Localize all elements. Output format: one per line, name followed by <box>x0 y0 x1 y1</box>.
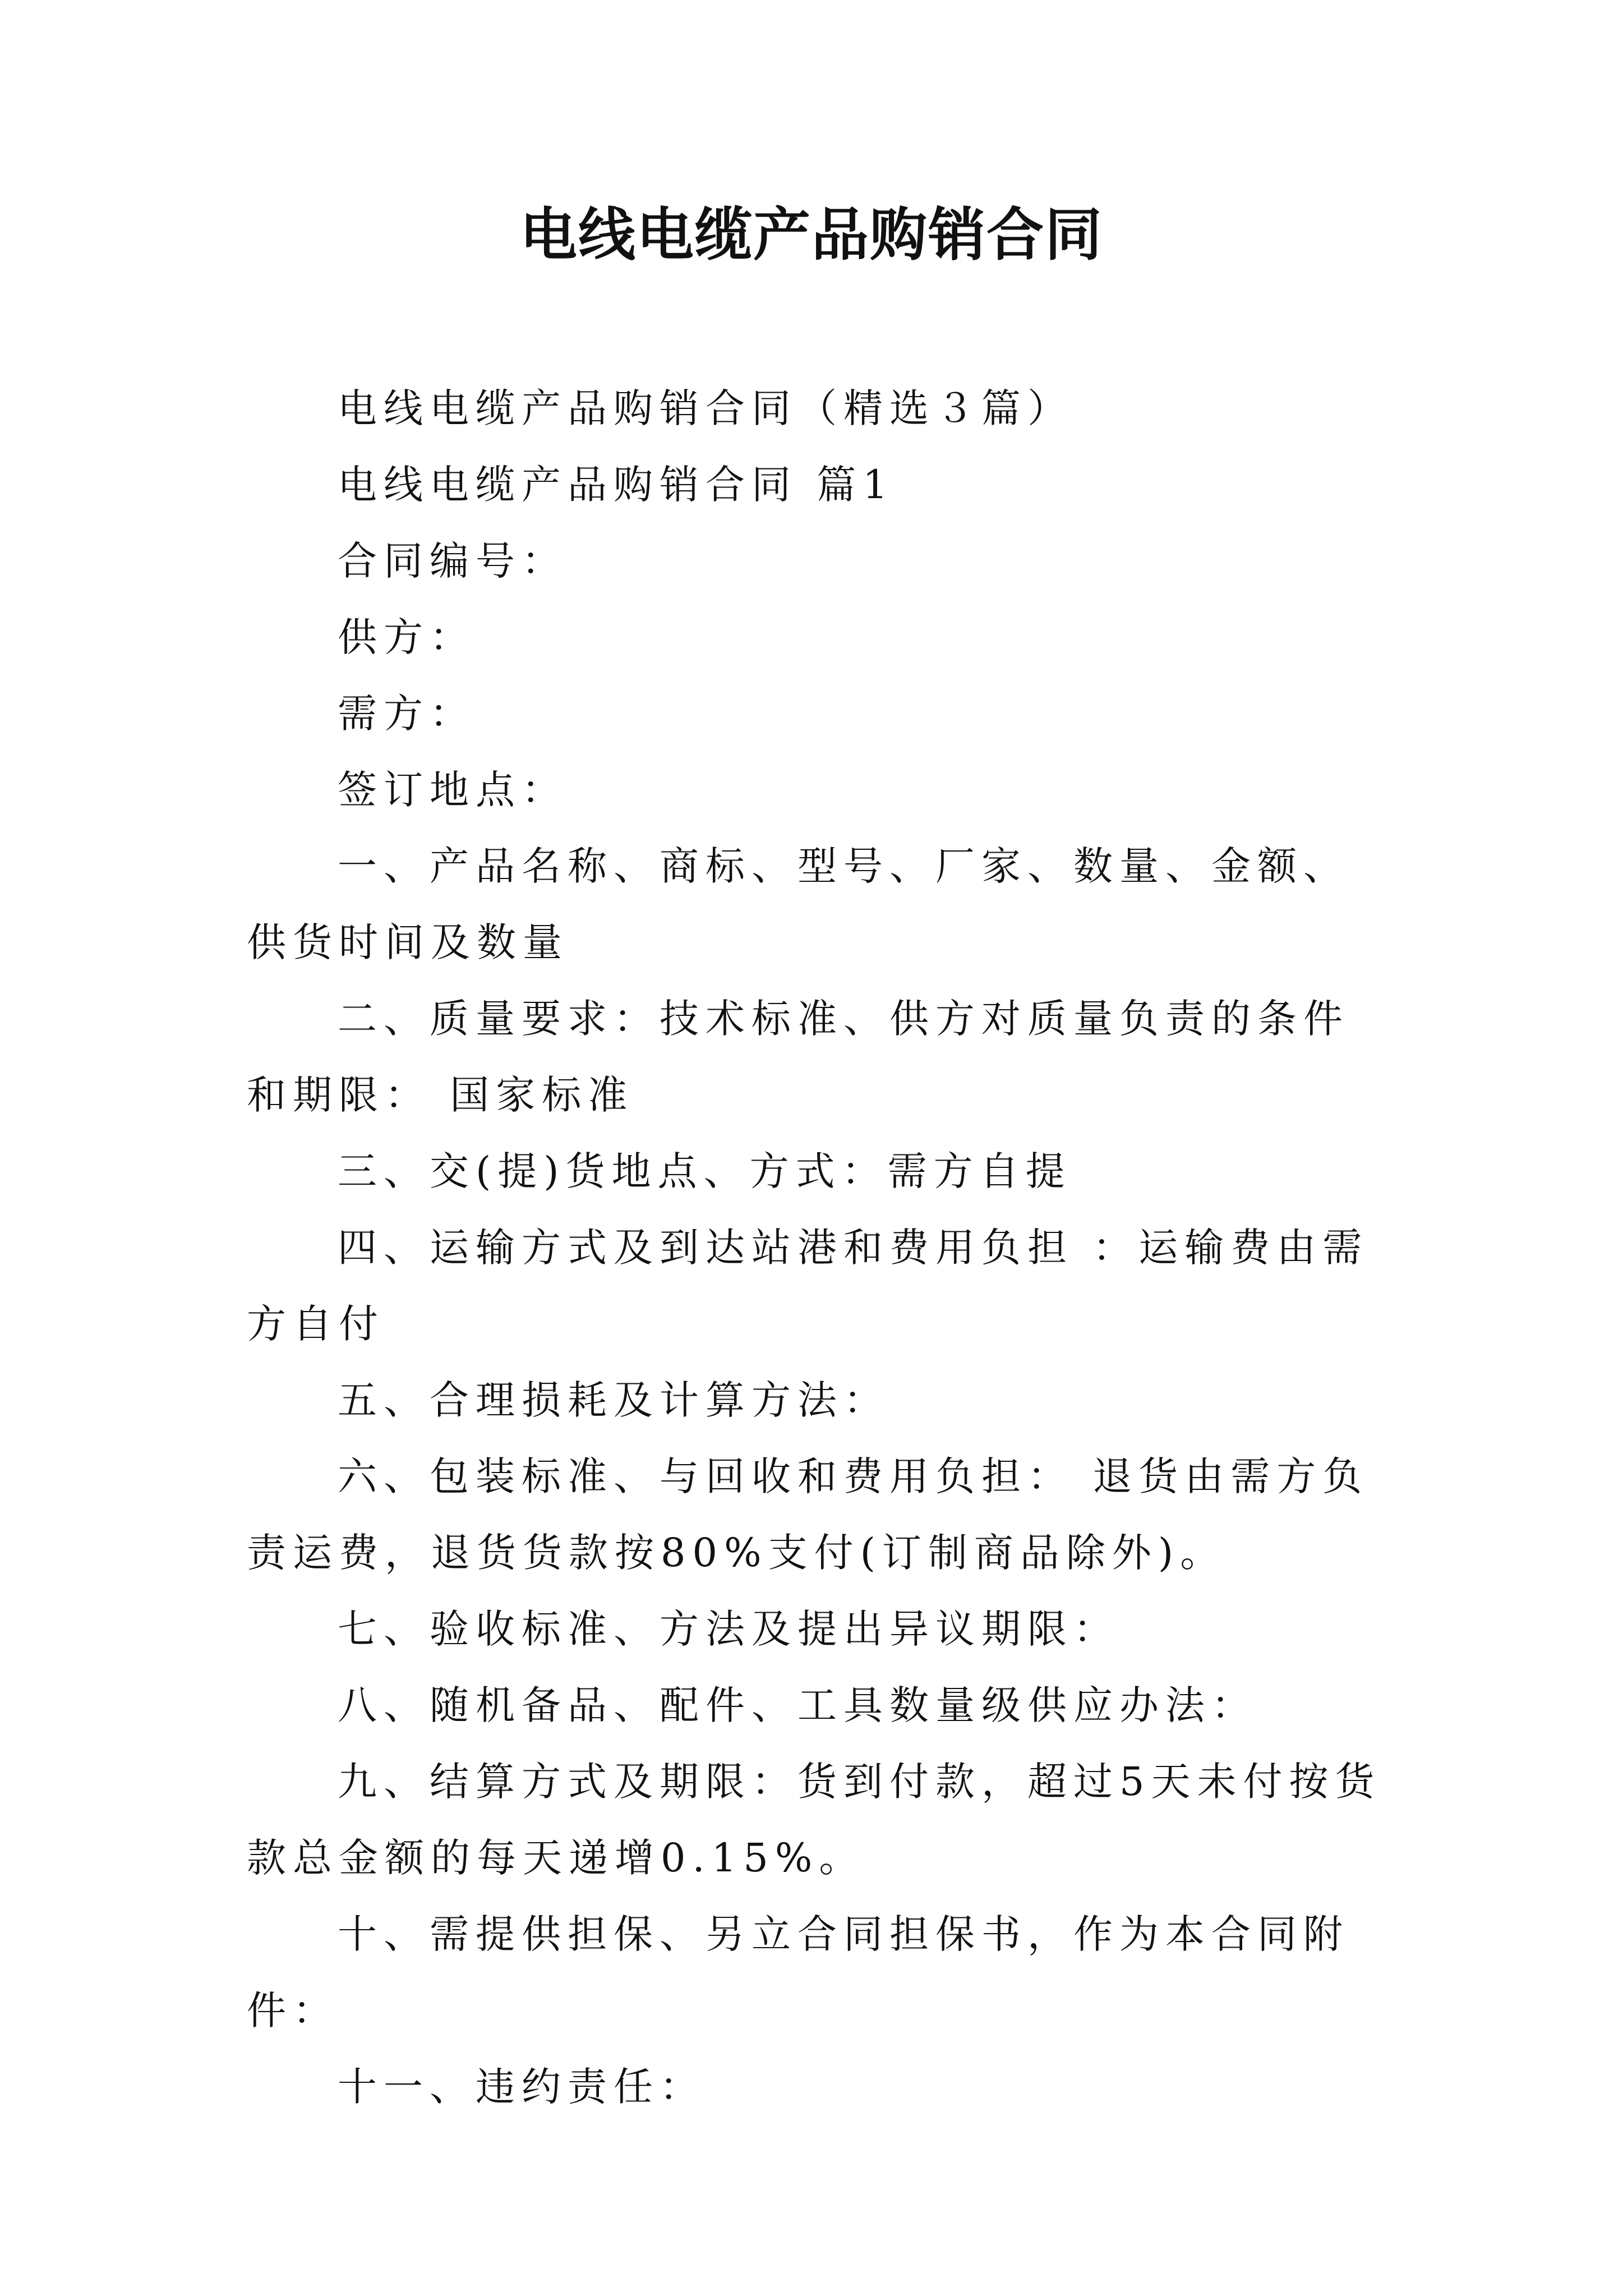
clause-5: 五、合理损耗及计算方法： <box>338 1377 889 1423</box>
paragraph-buyer: 需方： <box>338 691 476 737</box>
clause-1: 一、产品名称、商标、型号、厂家、数量、金额、供货时间及数量 <box>247 843 1349 965</box>
paragraph-supplier: 供方： <box>338 614 476 660</box>
clause-2: 二、质量要求：技术标准、供方对质量负责的条件和期限： 国家标准 <box>247 996 1349 1118</box>
clause-6: 六、包装标准、与回收和费用负担： 退货由需方负责运费，退货货款按80%支付(订制商品除外)。 <box>247 1453 1369 1576</box>
clause-10: 十、需提供担保、另立合同担保书，作为本合同附件： <box>247 1911 1349 2033</box>
clause-8: 八、随机备品、配件、工具数量级供应办法： <box>338 1682 1257 1728</box>
clause-3: 三、交(提)货地点、方式：需方自提 <box>338 1148 1072 1194</box>
document-body <box>247 370 1385 2125</box>
clause-7: 七、验收标准、方法及提出异议期限： <box>338 1606 1119 1652</box>
paragraph-contract-number: 合同编号： <box>338 538 568 584</box>
clause-9: 九、结算方式及期限：货到付款，超过5天未付按货款总金额的每天递增0.15%。 <box>247 1759 1381 1881</box>
paragraph-signing-place: 签订地点： <box>338 767 568 813</box>
paragraph-subtitle: 电线电缆产品购销合同（精选３篇） <box>338 385 1073 431</box>
clause-4: 四、运输方式及到达站港和费用负担 ：运输费由需方自付 <box>247 1225 1369 1347</box>
document-title: 电线电缆产品购销合同 <box>520 202 1103 269</box>
clause-11: 十一、违约责任： <box>338 2064 706 2110</box>
paragraph-part-heading: 电线电缆产品购销合同 篇1 <box>338 462 895 508</box>
